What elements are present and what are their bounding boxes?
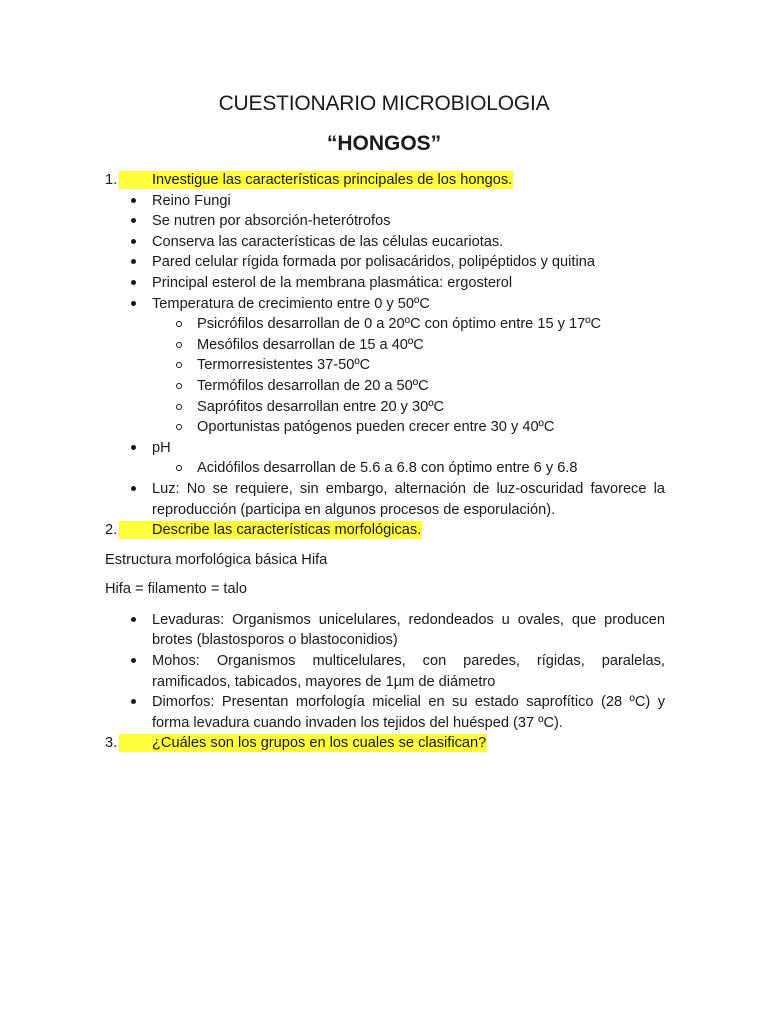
bullet-icon	[131, 218, 136, 223]
list-item-text: Se nutren por absorción-heterótrofos	[152, 213, 391, 230]
spacer	[105, 600, 665, 610]
list-item-text: Mohos: Organismos multicelulares, con paredes, rígidas, paralelas, ramificados, tabicados, mayores de 1µm de diámetro	[152, 653, 665, 690]
list-item-text: pH	[152, 439, 171, 456]
question-2	[105, 520, 665, 541]
sublist-item	[152, 335, 665, 356]
paragraph: Estructura morfológica básica Hifa	[105, 551, 328, 568]
morphology-list	[105, 610, 665, 734]
circle-bullet-icon	[176, 465, 182, 471]
circle-bullet-icon	[176, 321, 182, 327]
bullet-icon	[131, 280, 136, 285]
sublist-item	[152, 458, 665, 479]
list-item	[105, 252, 665, 273]
question-number: 1.	[105, 172, 118, 188]
list-item-text: Temperatura de crecimiento entre 0 y 50ºC	[152, 295, 430, 312]
circle-bullet-icon	[176, 383, 182, 389]
list-item	[105, 438, 665, 479]
bullet-icon	[131, 259, 136, 264]
sublist-item	[152, 376, 665, 397]
list-item	[105, 273, 665, 294]
bullet-icon	[131, 301, 136, 306]
list-item	[105, 479, 665, 520]
circle-bullet-icon	[176, 342, 182, 348]
temperature-sublist	[152, 314, 665, 438]
ph-sublist	[152, 458, 665, 479]
sublist-item	[152, 397, 665, 418]
list-item	[105, 211, 665, 232]
question-number: 2.	[105, 522, 118, 539]
sublist-item-text: Termófilos desarrollan de 20 a 50ºC	[197, 377, 429, 394]
sublist-item	[152, 314, 665, 335]
list-item-text: Reino Fungi	[152, 192, 231, 209]
list-item-text: Principal esterol de la membrana plasmática: ergosterol	[152, 274, 513, 291]
list-item	[105, 294, 665, 438]
bullet-icon	[131, 239, 136, 244]
document-body	[105, 170, 665, 754]
question-text-highlighted: Describe las características morfológicas.	[119, 521, 422, 539]
list-item-text: Luz: No se requiere, sin embargo, alternación de luz-oscuridad favorece la reproducción (participa en algunos procesos de esporulación).	[152, 480, 665, 518]
sublist-item-text: Termorresistentes 37-50ºC	[197, 357, 371, 374]
bullet-icon	[131, 445, 136, 450]
list-item-text: Dimorfos: Presentan morfología micelial en su estado saprofítico (28 ºC) y forma levadura cuando invaden los tejidos del huésped (37 ºC).	[152, 694, 665, 731]
bullet-icon	[131, 198, 136, 203]
circle-bullet-icon	[176, 424, 182, 430]
sublist-item-text: Psicrófilos desarrollan de 0 a 20ºC con óptimo entre 15 y 17ºC	[197, 316, 602, 333]
sublist-item-text: Mesófilos desarrollan de 15 a 40ºC	[197, 336, 424, 353]
question-3	[105, 733, 665, 754]
sublist-item-text: Acidófilos desarrollan de 5.6 a 6.8 con óptimo entre 6 y 6.8	[197, 460, 578, 477]
document-title: CUESTIONARIO MICROBIOLOGIA	[218, 92, 550, 115]
list-item-text: Conserva las características de las células eucariotas.	[152, 233, 504, 250]
list-item	[105, 651, 665, 692]
bullet-icon	[131, 617, 136, 622]
list-item	[105, 610, 665, 651]
bullet-icon	[131, 699, 136, 704]
sublist-item-text: Oportunistas patógenos pueden crecer entre 30 y 40ºC	[197, 419, 555, 436]
question-1	[105, 170, 665, 191]
characteristics-list	[105, 191, 665, 521]
list-item-text: Pared celular rígida formada por polisacáridos, polipéptidos y quitina	[152, 254, 595, 271]
sublist-item	[152, 417, 665, 438]
bullet-icon	[131, 486, 136, 491]
list-item	[105, 191, 665, 212]
question-text-highlighted: ¿Cuáles son los grupos en los cuales se clasifican?	[119, 734, 487, 752]
list-item-text: Levaduras: Organismos unicelulares, redondeados u ovales, que producen brotes (blastosporos o blastoconidios)	[152, 611, 665, 649]
list-item	[105, 232, 665, 253]
bullet-icon	[131, 658, 136, 663]
list-item	[105, 692, 665, 733]
sublist-item	[152, 355, 665, 376]
circle-bullet-icon	[176, 404, 182, 410]
circle-bullet-icon	[176, 362, 182, 368]
sublist-item-text: Saprófitos desarrollan entre 20 y 30ºC	[197, 398, 445, 415]
paragraph: Hifa = filamento = talo	[105, 581, 247, 598]
document-subtitle: “HONGOS”	[326, 132, 442, 155]
question-number: 3.	[105, 735, 118, 752]
question-text-highlighted: Investigue las características principales de los hongos.	[119, 171, 513, 189]
